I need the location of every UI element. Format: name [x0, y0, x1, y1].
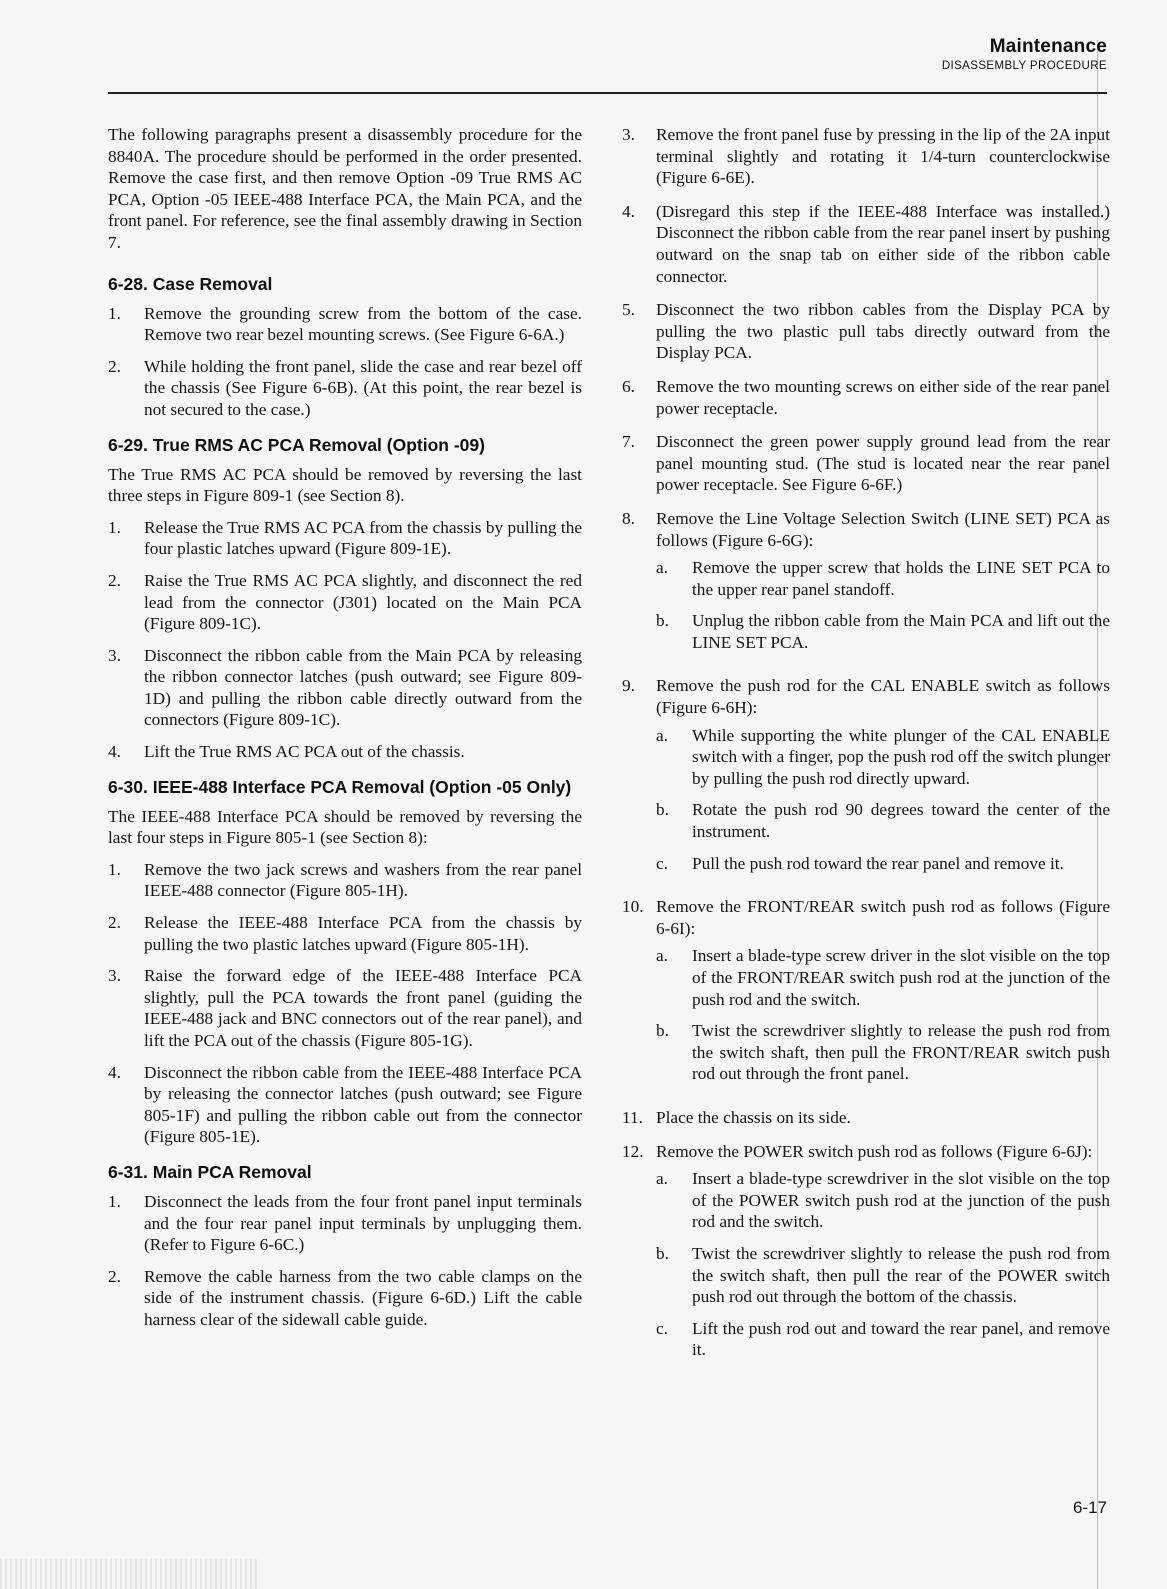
list-item: 2. Remove the cable harness from the two cable clamps on the side of the instrument chassis. (Figure 6-6D.) Lift the cable harness clear of the sidewall cable guide. — [108, 1266, 582, 1329]
list-item: 2. Release the IEEE-488 Interface PCA from the chassis by pulling the two plastic latches upward (Figure 805-1H). — [108, 913, 582, 954]
list-item: 4. Lift the True RMS AC PCA out of the chassis. — [108, 742, 465, 762]
header-subtitle: DISASSEMBLY PROCEDURE — [941, 60, 1107, 72]
sub-item: b. Twist the screwdriver slightly to release the push rod from the switch shaft, then pull the FRONT/REAR switch push rod out through the front panel. — [656, 1021, 1110, 1084]
sub-item: b. Rotate the push rod 90 degrees toward the center of the instrument. — [656, 800, 1110, 842]
left-column — [108, 124, 582, 1341]
right-column — [622, 124, 1110, 1383]
list-item: 12. Remove the POWER switch push rod as follows (Figure 6-6J): a. Insert a blade-type screwdriver in the slot visible on the top of the POWER switch push rod at the junction of the push rod and the switch. b. Twist the screwdriver slightly to release the push rod from the switch shaft, then pull the rear of the POWER switch push rod out through the bottom of the chassis. c. Lift the push rod out and toward the rear panel, and remove it. — [622, 1141, 1110, 1360]
section-intro: The True RMS AC PCA should be removed by reversing the last three steps in Figure 809-1 (see Section 8). — [108, 464, 582, 506]
list-item: 5. Disconnect the two ribbon cables from the Display PCA by pulling the two plastic pull tabs directly outward from the Display PCA. — [622, 300, 1110, 363]
sub-item: a. Remove the upper screw that holds the LINE SET PCA to the upper rear panel standoff. — [656, 558, 1110, 599]
sub-item: a. Insert a blade-type screwdriver in the slot visible on the top of the POWER switch push rod at the junction of the push rod and the switch. — [656, 1169, 1110, 1232]
list-item: 3. Raise the forward edge of the IEEE-488 Interface PCA slightly, pull the PCA towards the front panel (guiding the IEEE-488 jack and BNC connectors out of the rear panel), and lift the PCA out of the chassis (Figure 805-1G). — [108, 966, 582, 1050]
sub-item: c. Lift the push rod out and toward the rear panel, and remove it. — [656, 1318, 1110, 1360]
intro-paragraph: The following paragraphs present a disassembly procedure for the 8840A. The procedure should be performed in the order presented. Remove the case first, and then remove Option -09 True RMS AC PCA, Option -05 IEEE-488 Interface PCA, the Main PCA, and the front panel. For reference, see the final assembly drawing in Section 7. — [108, 125, 582, 252]
scan-noise — [0, 1559, 260, 1589]
heading-6-28: 6-28. Case Removal — [108, 273, 273, 294]
list-item: 11. Place the chassis on its side. — [622, 1107, 851, 1127]
list-item: 8. Remove the Line Voltage Selection Switch (LINE SET) PCA as follows (Figure 6-6G): a. Remove the upper screw that holds the LINE SET PCA to the upper rear panel standoff. b. Unplug the ribbon cable from the Main PCA and lift out the LINE SET PCA. — [622, 508, 1110, 652]
heading-6-31: 6-31. Main PCA Removal — [108, 1161, 312, 1182]
list-item: 4. (Disregard this step if the IEEE-488 Interface was installed.) Disconnect the ribbon cable from the rear panel insert by pushing outward on the snap tab on either side of the ribbon cable connector. — [622, 201, 1110, 286]
list-item: 1. Release the True RMS AC PCA from the chassis by pulling the four plastic latches upward (Figure 809-1E). — [108, 517, 582, 559]
list-item: 4. Disconnect the ribbon cable from the IEEE-488 Interface PCA by releasing the connector latches (push outward; see Figure 805-1F) and pulling the ribbon cable out from the connector (Figure 805-1E). — [108, 1062, 582, 1147]
sub-item: a. While supporting the white plunger of the CAL ENABLE switch with a finger, pop the push rod off the switch plunger by pulling the push rod directly upward. — [656, 725, 1110, 788]
sub-item: b. Unplug the ribbon cable from the Main PCA and lift out the LINE SET PCA. — [656, 611, 1110, 652]
heading-6-30: 6-30. IEEE-488 Interface PCA Removal (Option -05 Only) — [108, 776, 572, 797]
sub-item: b. Twist the screwdriver slightly to release the push rod from the switch shaft, then pull the rear of the POWER switch push rod out through the bottom of the chassis. — [656, 1243, 1110, 1307]
header-title: Maintenance — [989, 36, 1107, 57]
sub-item: c. Pull the push rod toward the rear panel and remove it. — [656, 853, 1064, 873]
sub-item: a. Insert a blade-type screw driver in the slot visible on the top of the FRONT/REAR switch push rod at the junction of the push rod and the switch. — [656, 946, 1110, 1009]
page-header — [942, 36, 1107, 72]
page-number: 6-17 — [1072, 1498, 1107, 1517]
section-intro: The IEEE-488 Interface PCA should be removed by reversing the last four steps in Figure 805-1 (see Section 8): — [108, 806, 582, 848]
list-item: 10. Remove the FRONT/REAR switch push rod as follows (Figure 6-6I): a. Insert a blade-type screw driver in the slot visible on the top of the FRONT/REAR switch push rod at the junction of the push rod and the switch. b. Twist the screwdriver slightly to release the push rod from the switch shaft, then pull the FRONT/REAR switch push rod out through the front panel. — [622, 897, 1110, 1084]
list-item: 1. Remove the grounding screw from the bottom of the case. Remove two rear bezel mounting screws. (See Figure 6-6A.) — [108, 303, 582, 345]
list-item: 9. Remove the push rod for the CAL ENABLE switch as follows (Figure 6-6H): a. While supporting the white plunger of the CAL ENABLE switch with a finger, pop the push rod off the switch plunger by pulling the push rod directly upward. b. Rotate the push rod 90 degrees toward the center of the instrument. c. Pull the push rod toward the rear panel and remove it. — [622, 676, 1110, 873]
list-item: 1. Disconnect the leads from the four front panel input terminals and the four rear panel input terminals by unplugging them. (Refer to Figure 6-6C.) — [108, 1191, 582, 1255]
list-item: 6. Remove the two mounting screws on either side of the rear panel power receptacle. — [622, 376, 1110, 418]
list-item: 3. Disconnect the ribbon cable from the Main PCA by releasing the ribbon connector latches (push outward; see Figure 809-1D) and pulling the ribbon cable directly outward from the connectors (Figure 809-1C). — [108, 645, 582, 730]
list-item: 3. Remove the front panel fuse by pressing in the lip of the 2A input terminal slightly and rotating it 1/4-turn counterclockwise (Figure 6-6E). — [622, 125, 1110, 188]
list-item: 1. Remove the two jack screws and washers from the rear panel IEEE-488 connector (Figure 805-1H). — [108, 859, 582, 901]
list-item: 2. While holding the front panel, slide the case and rear bezel off the chassis (See Figure 6-6B). (At this point, the rear bezel is not secured to the case.) — [108, 356, 582, 419]
heading-6-29: 6-29. True RMS AC PCA Removal (Option -09) — [108, 434, 485, 455]
list-item: 7. Disconnect the green power supply ground lead from the rear panel mounting stud. (The stud is located near the rear panel power receptacle. See Figure 6-6F.) — [622, 432, 1110, 495]
header-rule — [108, 92, 1107, 94]
list-item: 2. Raise the True RMS AC PCA slightly, and disconnect the red lead from the connector (J301) located on the Main PCA (Figure 809-1C). — [108, 570, 582, 634]
